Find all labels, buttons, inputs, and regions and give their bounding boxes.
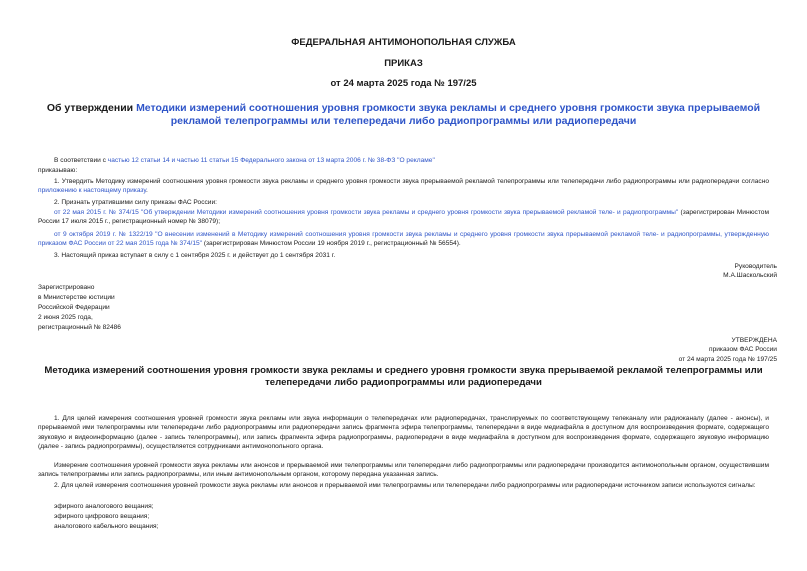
approved-line: УТВЕРЖДЕНА (731, 337, 777, 344)
signature-name: М.А.Шаскольский (723, 272, 777, 280)
registration-line: Российской Федерации (38, 303, 110, 311)
signature (723, 262, 777, 281)
method-title: Методика измерений соотношения уровня громкости звука рекламы и среднего уровня громкости звука прерываемой рекламой телепрограммы или телепередачи либо радиопрограммы или радиопередачи (44, 365, 763, 388)
doc-date-heading: от 24 марта 2025 года № 197/25 (330, 78, 477, 89)
document-title (30, 102, 777, 128)
signal-list (54, 502, 158, 532)
order-1322-link[interactable]: от 9 октября 2019 г. № 1322/19 "О внесении изменений в Методику измерений соотношения уровня громкости звука рекламы и среднего уровня громкости звука прерываемой рекламой теле- и радиопрограммы, утвержденную приказом ФАС России от 22 мая 2015 года № 374/15" (38, 231, 769, 248)
item-2b (38, 230, 769, 249)
item-2b-text: (зарегистрирован Минюстом России 19 ноября 2019 г., регистрационный № 56554). (202, 240, 461, 248)
item-1-end: . (146, 187, 148, 195)
signature-role: Руководитель (734, 263, 777, 270)
preamble-order: приказываю: (38, 167, 78, 174)
item-2a (38, 208, 769, 227)
title-prefix: Об утверждении (46, 102, 137, 114)
list-item: эфирного цифрового вещания; (54, 512, 150, 520)
doc-type-heading: ПРИКАЗ (384, 58, 423, 69)
list-item: эфирного аналогового вещания; (54, 503, 154, 510)
law-link[interactable]: частью 12 статьи 14 и частью 11 статьи 15 Федерального закона от 13 марта 2006 г. № 38-ФЗ "О рекламе" (107, 157, 435, 164)
registration-block (38, 283, 121, 333)
item-3: 3. Настоящий приказ вступает в силу с 1 сентября 2025 г. и действует до 1 сентября 2031 г. (54, 252, 336, 259)
registration-line: 2 июня 2025 года, (38, 313, 93, 321)
item-1 (38, 177, 769, 196)
registration-line: Зарегистрировано (38, 284, 95, 291)
preamble-text: В соответствии с (54, 157, 108, 164)
method-paragraph-1: 1. Для целей измерения соотношения уровней громкости звука рекламы или звука информации о телепередачах или радиопередачах, транслируемых по соответствующему телеканалу или радиоканалу (далее - анонсы), и прерываемой ими телепрограммы или телепередачи либо радиопрограммы или радиопередачи запись фрагмента эфира телепрограммы, телепередачи в виде медиафайла в доступном для воспроизведения формате, содержащего звуковую и видеоинформацию (далее - запись телепрограммы), или запись фрагмента эфира радиопрограммы, радиопередачи в виде медиафайла в доступном для воспроизведения формате, содержащего звуковую информацию (далее - запись радиопрограммы), осуществляется сотрудниками антимонопольного органа. (38, 415, 769, 451)
approved-block (679, 336, 777, 364)
preamble (38, 156, 769, 165)
method-paragraph-3: 2. Для целей измерения соотношения уровней громкости звука рекламы или анонсов и прерываемой ими телепрограммы или телепередачи либо радиопрограммы или радиопередачи источником записи используются сигналы: (54, 482, 756, 489)
order-374-link[interactable]: от 22 мая 2015 г. № 374/15 "Об утверждении Методики измерений соотношения уровня громкости звука рекламы и среднего уровня громкости звука прерываемой рекламой теле- и радиопрограммы" (54, 209, 679, 216)
item-2: 2. Признать утратившими силу приказы ФАС России: (54, 199, 218, 206)
appendix-link[interactable]: приложению к настоящему приказу (38, 187, 147, 195)
title-link[interactable]: Методики измерений соотношения уровня громкости звука рекламы и среднего уровня громкости звука прерываемой рекламой телепрограммы или телепередачи либо радиопрограммы или радиопередачи (136, 102, 761, 127)
item-1-text: 1. Утвердить Методику измерений соотношения уровня громкости звука рекламы и среднего уровня громкости звука прерываемой рекламой телепрограммы или телепередачи либо радиопрограммы или радиопередачи согласно (54, 178, 769, 185)
registration-line: регистрационный № 82486 (38, 323, 121, 331)
list-item: аналогового кабельного вещания; (54, 522, 159, 530)
method-paragraph-2: Измерение соотношения уровней громкости звука рекламы или анонсов и прерываемой ими телепрограммы или телепередачи либо радиопрограммы или радиопередачи производится антимонопольным органом, осуществившим запись телепрограммы или запись радиопрограммы, или иным антимонопольным органом, которому передана указанная запись. (38, 462, 769, 479)
registration-line: в Министерстве юстиции (38, 293, 115, 301)
agency-heading: ФЕДЕРАЛЬНАЯ АНТИМОНОПОЛЬНАЯ СЛУЖБА (291, 37, 516, 48)
item-2a-text: (зарегистрирован Минюстом России 17 июля 2015 г., регистрационный номер № 38079); (38, 209, 769, 226)
approved-line: от 24 марта 2025 года № 197/25 (678, 355, 777, 363)
approved-line: приказом ФАС России (709, 346, 777, 354)
